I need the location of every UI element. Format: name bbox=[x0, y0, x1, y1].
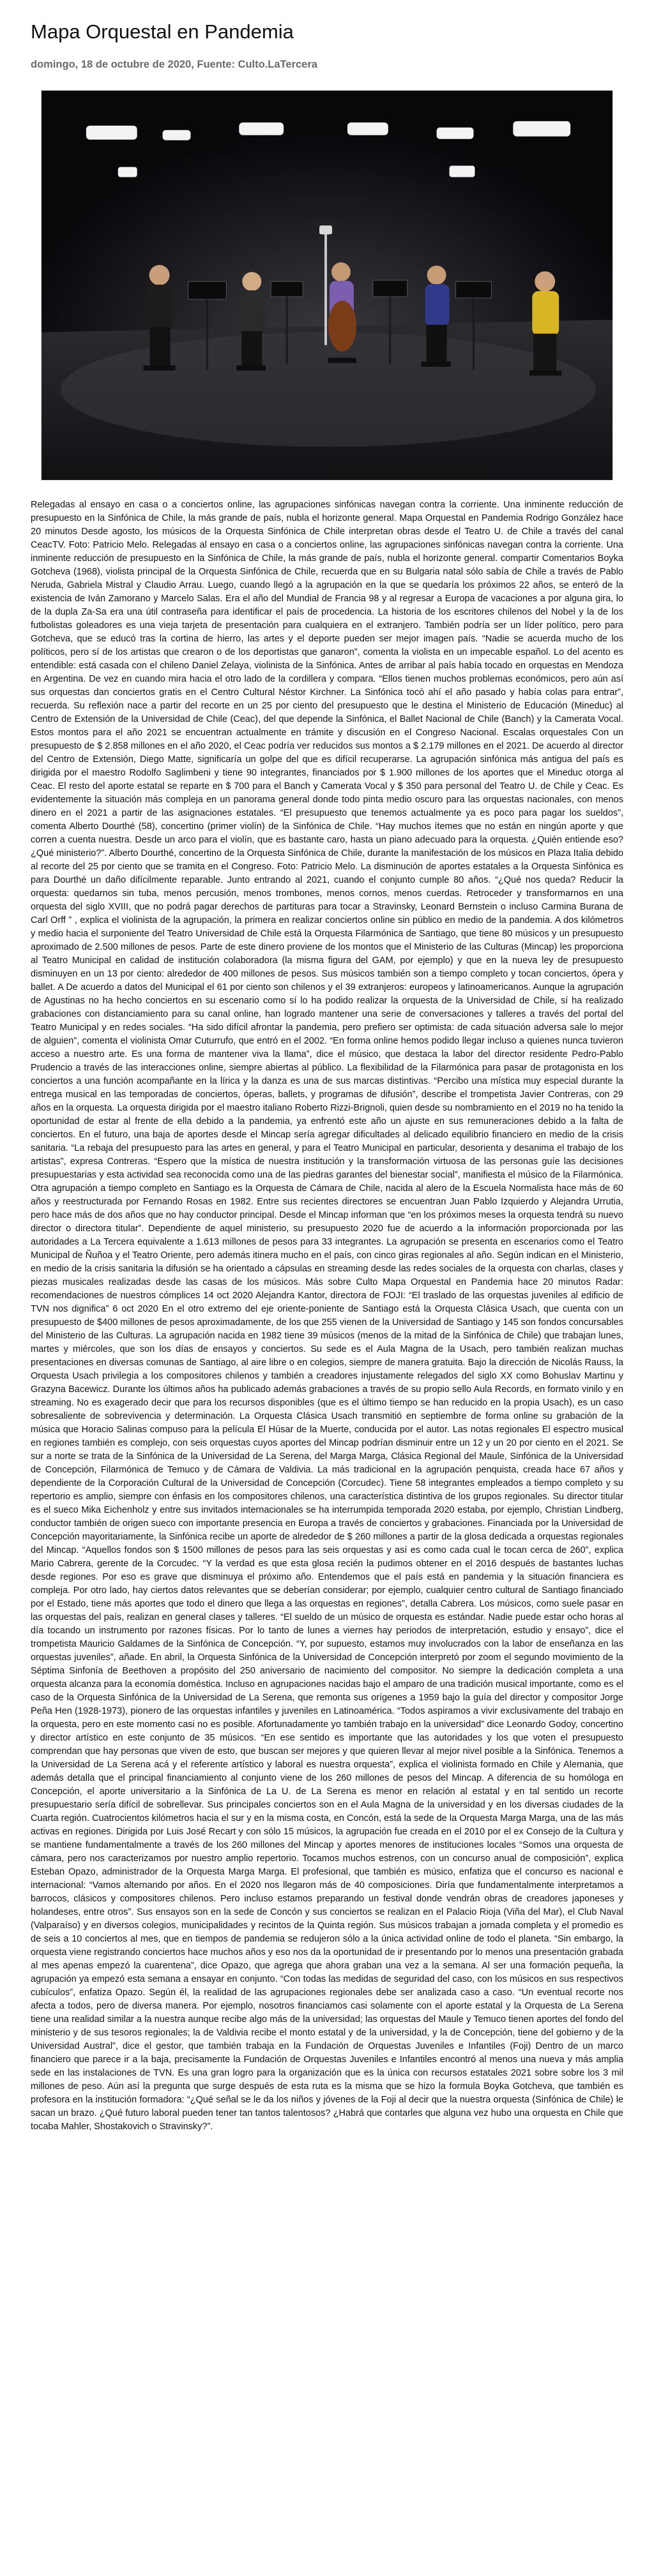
string-quartet-photo-icon bbox=[42, 91, 612, 480]
article-photo bbox=[41, 90, 613, 481]
article-meta: domingo, 18 de octubre de 2020, Fuente: Culto.LaTercera bbox=[31, 59, 317, 70]
article-title: Mapa Orquestal en Pandemia bbox=[31, 20, 294, 43]
article-body: Relegadas al ensayo en casa o a conciertos online, las agrupaciones sinfónicas navegan contra la corriente. Una inminente reducción de presupuesto en la Sinfónica de Chile, la más grande de país, nubla el horizonte general. Mapa Orquestal en Pandemia Rodrigo González hace 20 minutos Desde agosto, los músicos de la Orquesta Sinfónica de Chile interpretan obras desde el Teatro U. de Chile a través del canal CeacTV. Foto: Patricio Melo. Relegadas al ensayo en casa o a conciertos online, las agrupaciones sinfónicas navegan contra la corriente. Una inminente reducción de presupuesto en la Sinfónica de Chile, la más grande de país, nubla el horizonte general. compartir Comentarios Boyka Gotcheva (1968), violista principal de la Orquesta Sinfónica de Chile, recuerda que en su Bulgaria natal sólo sabía de Chile a través de Pablo Neruda, Gabriela Mistral y Claudio Arrau. Luego, cuando llegó a la agrupación en la que se quedaría los próximos 22 años, se enteró de la existencia de Iván Zamorano y Marcelo Salas. Era el año del Mundial de Francia 98 y al regresar a Europa de vacaciones a por alguna gira, lo de la dupla Za-Sa era una útil contraseña para identificar el país de procedencia. La historia de los escritores chilenos del Nobel y la de los futbolistas goleadores es una vieja tarjeta de presentación para cualquiera en el extranjero. También podría ser un líder político, pero para Gotcheva, que se educó tras la cortina de hierro, las artes y el deporte pueden ser mejor imagen país. “Nadie se acuerda mucho de los políticos, pero sí de los artistas que crearon o de los deportistas que ganaron”, comenta la violista en un impecable español. Lo del acento es entendible: está casada con el chileno Daniel Zelaya, violinista de la Sinfónica. Antes de arribar al país había tocado en orquestas en Mendoza en Argentina. De vez en cuando mira hacia el otro lado de la cordillera y compara. “Ellos tienen muchos problemas económicos, pero aún así sus orquestas dan conciertos gratis en el Centro Cultural Néstor Kirchner. La Sinfónica tocó ahí el año pasado y había colas para entrar”, recuerda. Su reflexión nace a partir del recorte en un 25 por ciento del presupuesto que le destina el Ministerio de Educación (Mineduc) al Centro de Extensión de la Universidad de Chile (Ceac), del que depende la Sinfónica, el Ballet Nacional de Chile (Banch) y la Camerata Vocal. Estos montos para el año 2021 se encuentran actualmente en trámite y discusión en el Congreso Nacional. Escalas orquestales Con un presupuesto de $ 2.858 millones en el año 2020, el Ceac podría ver reducidos sus montos a $ 2.179 millones en el 2021. De acuerdo al director del Centro de Extensión, Diego Matte, significaría un golpe del que es difícil recuperarse. La agrupación sinfónica más antigua del país es dirigida por el maestro Rodolfo Saglimbeni y tiene 90 integrantes, financiados por $ 1.900 millones de los aportes que el Mineduc otorga al Ceac. El resto del aporte estatal se reparte en $ 700 para el Banch y Camerata Vocal y $ 350 para personal del Teatro U. de Chile y Ceac. Es evidentemente la situación más compleja en un panorama general donde todo pinta medio oscuro para las orquestas nacionales, con menos dinero en el 2021 a partir de las asignaciones estatales. “El presupuesto que tenemos actualmente ya es poco para pagar los sueldos”, comenta Alberto Dourthé (58), concertino (primer violín) de la Sinfónica de Chile. “Hay muchos ítemes que no están en ningún aporte y que corren a cuenta nuestra. Desde un arco para el violín, que es bastante caro, hasta un piano adecuado para la orquesta. ¿Quién entiende eso?¿Qué ministerio?”. Alberto Dourthé, concertino de la Orquesta Sinfónica de Chile, durante la manifestación de los músicos en Plaza Italia debido al recorte del 25 por ciento que se tramita en el Congreso. Foto: Patricio Melo. La disminución de aportes estatales a la Orquesta Sinfónica es para Dourthé un daño difícilmente reparable. Junto entrando al 2021, cuando el conjunto cumple 80 años. “¿Qué nos queda? Reducir la orquesta: quedarnos sin tuba, menos percusión, menos trombones, menos cornos, menos cuerdas. Retroceder y transformarnos en una orquesta del siglo XVIII, que no podrá pagar derechos de partituras para tocar a Stravinsky, Leonard Bernstein o incluso Carmina Burana de Carl Orff ” , explica el violinista de la agrupación, la primera en realizar conciertos online sin público en medio de la pandemia. A dos kilómetros y medio hacia el surponiente del Teatro Universidad de Chile está la Orquesta Filarmónica de Santiago, que tiene 80 músicos y un presupuesto aproximado de 2.500 millones de pesos. Parte de este dinero proviene de los montos que el Ministerio de las Culturas (Mincap) les proporciona al Teatro Municipal en calidad de institución colaboradora (la misma figura del GAM, por ejemplo) y que en la nueva ley de presupuesto disminuyen en un 13 por ciento: alrededor de 400 millones de pesos. Sus músicos también son a tiempo completo y tocan conciertos, ópera y ballet. A De acuerdo a datos del Municipal el 61 por ciento son chilenos y el 39 extranjeros: europeos y latinoamericanos. Aunque la agrupación de Agustinas no ha hecho conciertos en su escenario como sí lo ha podido realizar la orquesta de la Universidad de Chile, sí ha realizado grabaciones con distanciamiento para su canal online, han logrado mantener una serie de conversaciones y talleres a través del portal del Teatro Municipal y en redes sociales. “Ha sido difícil afrontar la pandemia, pero prefiero ser optimista: de cada situación adversa sale lo mejor de alguien”, comenta el violinista Omar Cuturrufo, que entró en el 2002. “En forma online hemos podido llegar incluso a quienes nunca tuvieron acceso a nuestro arte. Es una forma de mantener viva la llama”, dice el músico, que destaca la labor del director residente Pedro-Pablo Prudencio a través de las interacciones online, siempre abiertas al público. La flexibilidad de la Filarmónica para pasar de protagonista en los conciertos a una función acompañante en la lírica y la danza es una de sus marcas distintivas. “Percibo una mística muy especial durante la entrega musical en las temporadas de conciertos, óperas, ballets, y programas de difusión”, describe el trompetista Javier Contreras, con 29 años en la orquesta. La orquesta dirigida por el maestro italiano Roberto Rizzi-Brignoli, quien desde su nombramiento en el 2019 no ha tenido la oportunidad de estar al frente de ella debido a la pandemia, ya enfrentó este año un ajuste en sus remuneraciones debido a la falta de conciertos. En el futuro, una baja de aportes desde el Mincap sería agregar dificultades al delicado equilibrio financiero en medio de la crisis sanitaria. “La rebaja del presupuesto para las artes en general, y para el Teatro Municipal en particular, desorienta y desanima el trabajo de los artistas”, expresa Contreras. “Espero que la mística de nuestra institución y la transformación virtuosa de las personas guíe las decisiones presupuestarias y esta actividad sea reconocida como una de las piedras garantes del bienestar social”, manifiesta el músico de la Filarmónica. Otra agrupación a tiempo completo en Santiago es la Orquesta de Cámara de Chile, nacida al alero de la Escuela Normalista hace más de 60 años y reestructurada por Fernando Rosas en 1982. Entre sus recientes directores se encuentran Juan Pablo Izquierdo y Alejandra Urrutia, pero hace más de dos años que no hay conductor principal. Desde el Mincap informan que “en los próximos meses la orquesta tendrá su nuevo director o directora titular”. Dependiente de aquel ministerio, su presupuesto 2020 fue de acuerdo a la información proporcionada por las autoridades a La Tercera equivalente a 1.613 millones de pesos para 33 integrantes. La agrupación se presenta en escenarios como el Teatro Municipal de Ñuñoa y el Teatro Oriente, pero además itinera mucho en el país, con cinco giras regionales al año. Según indican en el Ministerio, en medio de la crisis sanitaria la difusión se ha orientado a cápsulas en streaming desde las redes sociales de la orquesta con charlas, clases y piezas musicales realizadas desde las casas de los músicos. Más sobre Culto Mapa Orquestal en Pandemia hace 20 minutos Radar: recomendaciones de nuestros cómplices 14 oct 2020 Alejandra Kantor, directora de FOJI: “El traslado de las orquestas juveniles al edificio de TVN nos dignifica” 6 oct 2020 En el otro extremo del eje oriente-poniente de Santiago está la Orquesta Clásica Usach, que cuenta con un presupuesto de $400 millones de pesos aproximadamente, de los que 255 vienen de la Universidad de Santiago y 145 son fondos concursables del Ministerio de las Culturas. La agrupación nacida en 1982 tiene 39 músicos (menos de la mitad de la Sinfónica de Chile) que trabajan lunes, martes y miércoles, que son los días de ensayos y conciertos. Su sede es el Aula Magna de la Usach, pero también realizan muchas presentaciones en diversas comunas de Santiago, al aire libre o en colegios, siempre de manera gratuita. Bajo la dirección de Nicolás Rauss, la Orquesta Usach privilegia a los compositores chilenos y también a creadores injustamente relegados del siglo XX como Bohuslav Martinu y Grazyna Bacewicz. Durante los últimos años ha publicado además grabaciones a través de su propio sello Aula Records, en formato vinilo y en streaming. No es exagerado decir que para los recursos disponibles (que es el último tiempo se han reducido en la propia Usach), es un caso sobresaliente de sobrevivencia y determinación. La Orquesta Clásica Usach transmitió en septiembre de forma online su grabación de la música que Horacio Salinas compuso para la película El Húsar de la Muerte, conducida por el autor. Las notas regionales El espectro musical en regiones también es complejo, con seis orquestas cuyos aportes del Mincap podrían disminuir entre un 12 y un 20 por ciento en el 2021. Se sur a norte se trata de la Sinfónica de la Universidad de La Serena, del Marga Marga, Clásica Regional del Maule, Sinfónica de la Universidad de Concepción, Filarmónica de Temuco y de Cámara de Valdivia. La más tradicional en la agrupación penquista, creada hace 67 años y dependiente de la Corporación Cultural de la Universidad de Concepción (Corcudec). Tiene 58 integrantes empleados a tiempo completo y su repertorio es amplio, siempre con énfasis en los compositores chilenos, una característica distintiva de los grupos regionales. Su director titular es el sueco Mika Eichenholz y entre sus invitados internacionales se ha interrumpida temporada 2020 estaba, por ejemplo, Christian Lindberg, conductor también de origen sueco con importante presencia en Europa a través de conciertos y grabaciones. Financiada por la Universidad de Concepción mayoritariamente, la Sinfónica recibe un aporte de alrededor de $ 260 millones a partir de la glosa dedicada a orquestas regionales del Mincap. “Aquellos fondos son $ 1500 millones de pesos para las seis orquestas y así es como cada cual le tocan cerca de 260”, explica Mario Cabrera, gerente de la Corcudec. “Y la verdad es que esta glosa recién la pudimos obtener en el 2016 después de bastantes luchas desde regiones. Por eso es grave que disminuya el próximo año. Entendemos que el país está en pandemia y la situación financiera es compleja. Por otro lado, hay ciertos datos relevantes que se deberían considerar; por ejemplo, cualquier centro cultural de Santiago financiado por el Estado, tiene más aportes que todo el dinero que llega a las orquestas en regiones”, detalla Cabrera. Los músicos, como suele pasar en las orquestas del país, realizan en general clases y talleres. “El sueldo de un músico de orquesta es estándar. Nadie puede estar ocho horas al día tocando un instrumento por razones físicas. Por lo tanto de lunes a viernes hay periodos de interpretación, estudio y ensayo”, dice el trompetista Mauricio Galdames de la Sinfónica de Concepción. “Y, por supuesto, estamos muy involucrados con la labor de enseñanza en las orquestas juveniles”, añade. En abril, la Orquesta Sinfónica de la Universidad de Concepción interpretó por zoom el segundo movimiento de la Séptima Sinfonía de Beethoven a propósito del 250 aniversario de nacimiento del compositor. No siempre la dedicación completa a una orquesta alcanza para la economía doméstica. Incluso en agrupaciones nacidas bajo el amparo de una tradición musical importante, como es el caso de la Orquesta Sinfónica de la Universidad de La Serena, que remonta sus orígenes a 1959 bajo la guía del director y compositor Jorge Peña Hen (1928-1973), pionero de las orquestas infantiles y juveniles en Latinoamérica. “Todos aspiramos a vivir exclusivamente del trabajo en la orquesta, pero en este momento casi no es posible. Afortunadamente yo también trabajo en la universidad” dice Leonardo Godoy, concertino y director artístico en este conjunto de 35 músicos. “En ese sentido es importante que las autoridades y los que voten el presupuesto comprendan que hay personas que viven de esto, que buscan ser mejores y que quieren llevar al mejor nivel posible a la Sinfónica. Tenemos a la Universidad de La Serena acá y el referente artístico y laboral es nuestra orquesta”, explica el violinista formado en Chile y Alemania, que además detalla que el principal financiamiento al conjunto viene de los 260 millones de pesos del Mincap. A diferencia de su homóloga en Concepción, el aporte universitario a la Sinfónica de La U. de La Serena es menor en relación al estatal y en tal sentido un recorte presupuestario sería difícil de sobrellevar. Sus principales conciertos son en el Aula Magna de la universidad y en los diversas ciudades de la Cuarta región. Cuatrocientos kilómetros hacia el sur y en la misma costa, en Concón, está la sede de la Orquesta Marga Marga, una de las más activas en regiones. Dirigida por Luis José Recart y con sólo 15 músicos, la agrupación fue creada en el 2010 por el ex Consejo de la Cultura y se mantiene fundamentalmente a través de los 260 millones del Mincap y aportes menores de instituciones locales “Somos una orquesta de cámara, pero nos caracterizamos por nuestro amplio repertorio. Tocamos muchos estrenos, con un concurso anual de composición”, explica Esteban Opazo, administrador de la Orquesta Marga Marga. El profesional, que también es músico, enfatiza que el concurso es nacional e internacional: “Vamos alternando por años. En el 2020 nos llegaron más de 40 composiciones. Diría que fundamentalmente interpretamos a barrocos, clásicos y compositores chilenos. Pero incluso estamos preparando un festival donde vendrán obras de creadores japoneses y holandeses, entre otros”. Sus ensayos son en la sede de Concón y sus conciertos se realizan en el Palacio Rioja (Viña del Mar), el Club Naval (Valparaíso) y en diversos colegios, municipalidades y recintos de la Quinta región. Sus músicos trabajan a jornada completa y el promedio es de seis a 10 conciertos al mes, que en tiempos de pandemia se redujeron sólo a la única actividad online de todo el planeta. “Sin embargo, la orquesta viene registrando conciertos hace muchos años y eso nos da la oportunidad de ir presentando por lo menos una presentación grabada al mes apenas empezó la cuarentena”, dice Opazo, que agrega que ahora graban una vez a la semana. Al ser una formación pequeña, la agrupación ya empezó esta semana a ensayar en conjunto. “Con todas las medidas de seguridad del caso, con los músicos en sus respectivos cubículos”, enfatiza Opazo. Según él, la realidad de las agrupaciones regionales debe ser analizada caso a caso. “Un eventual recorte nos afecta a todos, pero de diversa manera. Por ejemplo, nosotros financiamos casi solamente con el aporte estatal y la Orquesta de La Serena tiene una realidad similar a la nuestra aunque recibe algo más de la universidad; las orquestas del Maule y Temuco tienen aportes del fondo del ministerio y de sus tesoros regionales; la de Valdivia recibe el monto estatal y de la universidad, y la de Concepción, tiene del gobierno y de la Universidad Austral”, dice el gestor, que también trabaja en la Fundación de Orquestas Juveniles e Infantiles (Foji) Dentro de un marco financiero que parece ir a la baja, precisamente la Fundación de Orquestas Juveniles e Infantiles encontró al menos una nueva y más amplia sede en las instalaciones de TVN. Es una gran logro para la organización que es la única con recursos estatales 2021 sobre sobre los 3 mil millones de peso. Aún así la pregunta que surge después de esta ruta es la misma que se hizo la formula Boyka Gotcheva, que también es profesora en la institución formadora: “¿Qué señal se le da los niños y jóvenes de la Foji al decir que la nuestra orquesta (Sinfónica de Chile) le sacan un brazo. ¿Qué futuro laboral pueden tener tan tantos talentosos? ¿Habrá que contarles que alguna vez hubo una orquesta en Chile que tocaba Mahler, Shostakovich o Stravinsky?”. bbox=[31, 500, 623, 2132]
